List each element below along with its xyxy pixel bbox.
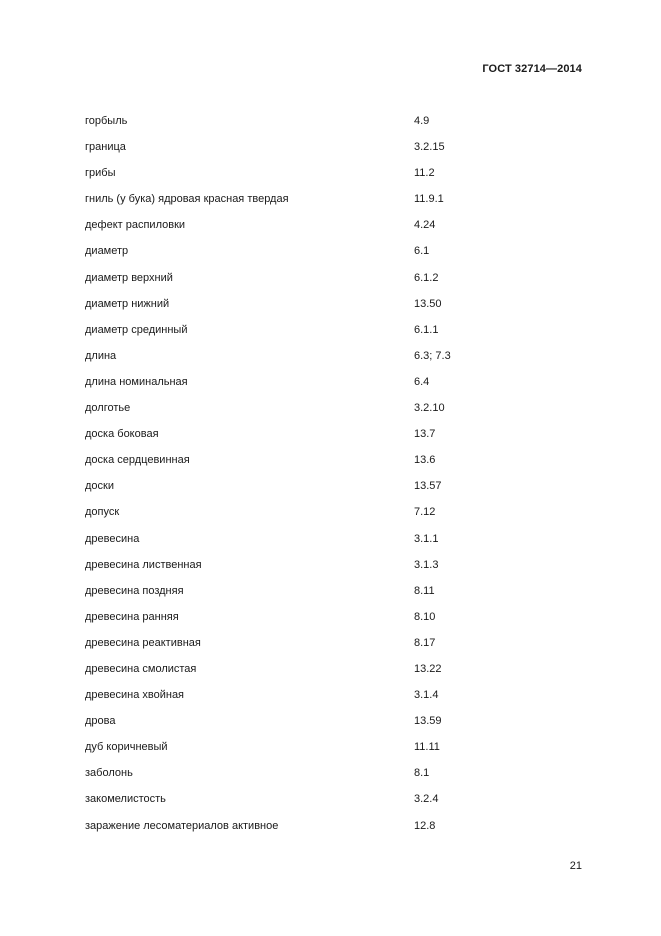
index-term: допуск (85, 506, 120, 519)
index-reference: 8.10 (414, 610, 436, 623)
index-term: дрова (85, 715, 116, 728)
index-reference: 8.1 (414, 767, 430, 780)
index-term: граница (85, 141, 126, 154)
index-row (85, 688, 585, 714)
index-term: дуб коричневый (85, 741, 168, 754)
index-term: доска сердцевинная (85, 454, 190, 467)
index-reference: 6.1.1 (414, 323, 439, 336)
index-row (85, 427, 585, 453)
index-term: древесина хвойная (85, 689, 185, 702)
index-row (85, 349, 585, 375)
index-reference: 6.1 (414, 245, 430, 258)
index-term: доска боковая (85, 428, 159, 441)
index-term: древесина смолистая (85, 662, 197, 675)
index-row (85, 532, 585, 558)
index-reference: 13.50 (414, 297, 442, 310)
index-reference: 7.12 (414, 506, 436, 519)
index-term: древесина реактивная (85, 636, 201, 649)
index-row (85, 740, 585, 766)
index-row (85, 140, 585, 166)
index-term: заражение лесоматериалов активное (85, 819, 279, 832)
index-row (85, 401, 585, 427)
index-term: длина номинальная (85, 375, 188, 388)
index-term: длина (85, 349, 117, 362)
index-reference: 6.3; 7.3 (414, 349, 451, 362)
index-row (85, 166, 585, 192)
index-term: диаметр верхний (85, 271, 173, 284)
index-term: заболонь (85, 767, 133, 780)
index-term: гниль (у бука) ядровая красная твердая (85, 193, 289, 206)
page-number: 21 (569, 860, 582, 872)
index-reference: 8.17 (414, 636, 436, 649)
index-reference: 8.11 (414, 584, 435, 597)
index-row (85, 505, 585, 531)
index-row (85, 479, 585, 505)
index-term: закомелистость (85, 793, 166, 806)
index-row (85, 375, 585, 401)
index-reference: 13.59 (414, 715, 442, 728)
index-reference: 12.8 (414, 819, 436, 832)
index-row (85, 766, 585, 792)
index-term: древесина (85, 532, 140, 545)
index-term: древесина ранняя (85, 610, 179, 623)
alphabetical-index (85, 114, 585, 845)
index-row (85, 244, 585, 270)
index-reference: 11.11 (414, 741, 440, 754)
index-row (85, 271, 585, 297)
index-reference: 11.9.1 (414, 193, 444, 206)
index-reference: 3.2.15 (414, 141, 445, 154)
index-reference: 13.7 (414, 428, 436, 441)
document-header: ГОСТ 32714—2014 (482, 63, 582, 75)
index-term: горбыль (85, 115, 128, 127)
index-term: грибы (85, 167, 116, 180)
index-row (85, 558, 585, 584)
index-reference: 13.6 (414, 454, 436, 467)
index-row (85, 662, 585, 688)
index-term: диаметр (85, 245, 129, 258)
index-reference: 3.2.10 (414, 402, 445, 415)
index-row (85, 792, 585, 818)
index-term: долготье (85, 402, 131, 415)
index-reference: 3.2.4 (414, 793, 439, 806)
index-row (85, 636, 585, 662)
index-reference: 3.1.3 (414, 558, 439, 571)
index-reference: 4.9 (414, 115, 430, 127)
index-row (85, 584, 585, 610)
index-row (85, 610, 585, 636)
index-term: диаметр срединный (85, 323, 188, 336)
index-term: дефект распиловки (85, 219, 186, 232)
index-reference: 6.1.2 (414, 271, 439, 284)
index-term: древесина поздняя (85, 584, 184, 597)
index-row (85, 114, 585, 140)
index-term: древесина лиственная (85, 558, 202, 571)
index-reference: 3.1.4 (414, 689, 439, 702)
index-term: доски (85, 480, 114, 493)
index-row (85, 714, 585, 740)
index-row (85, 218, 585, 244)
index-reference: 13.22 (414, 662, 442, 675)
index-row (85, 192, 585, 218)
index-row (85, 453, 585, 479)
index-reference: 11.2 (414, 167, 435, 180)
index-row (85, 819, 585, 845)
index-term: диаметр нижний (85, 297, 170, 310)
index-reference: 3.1.1 (414, 532, 439, 545)
index-reference: 4.24 (414, 219, 436, 232)
index-reference: 13.57 (414, 480, 442, 493)
index-row (85, 323, 585, 349)
index-reference: 6.4 (414, 375, 430, 388)
index-row (85, 297, 585, 323)
